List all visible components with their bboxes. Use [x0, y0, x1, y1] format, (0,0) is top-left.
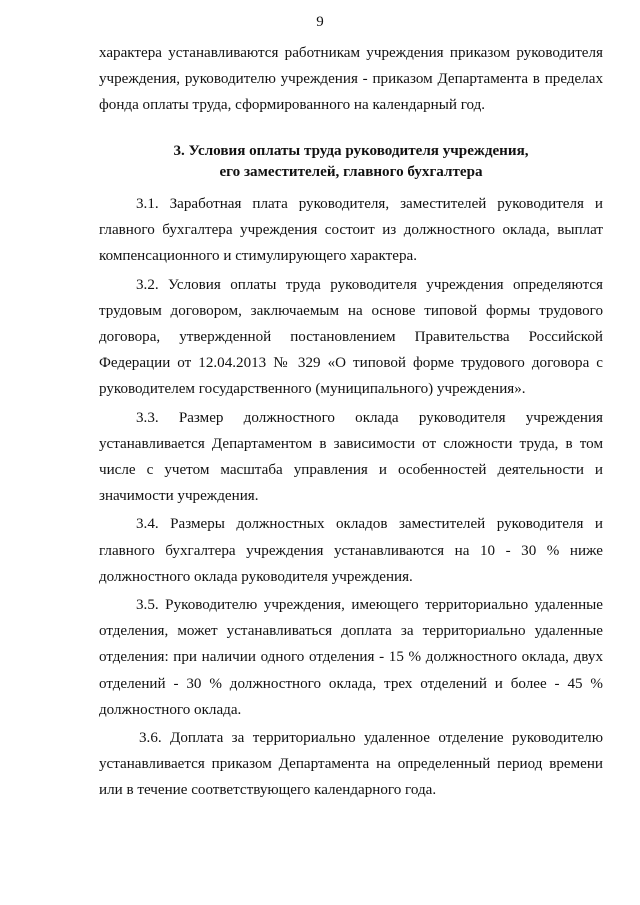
clause-3-6: 3.6. Доплата за территориально удаленное отделение руководителю устанавливается приказом Департамента на определенный период времени или в течение соответствующего календарного года.: [99, 730, 603, 799]
continuation-paragraph: характера устанавливаются работникам учреждения приказом руководителя учреждения, руководителю учреждения - приказом Департамента в пределах фонда оплаты труда, сформированного на календарный год.: [99, 45, 603, 114]
section-title-line-1: 3. Условия оплаты труда руководителя учреждения,: [173, 143, 529, 159]
clauses-list: [99, 191, 603, 804]
clause-3-4: 3.4. Размеры должностных окладов заместителей руководителя и главного бухгалтера учреждения устанавливаются на 10 - 30 % ниже должностного оклада руководителя учреждения.: [99, 516, 603, 585]
section-heading: [99, 141, 603, 183]
page-number: 9: [316, 14, 324, 30]
clause-3-1: 3.1. Заработная плата руководителя, заместителей руководителя и главного бухгалтера учреждения состоит из должностного оклада, выплат компенсационного и стимулирующего характера.: [99, 196, 603, 265]
clause-3-3: 3.3. Размер должностного оклада руководителя учреждения устанавливается Департаментом в зависимости от сложности труда, в том числе с учетом масштаба управления и особенностей деятельности и значимости учреждения.: [99, 409, 603, 505]
section-title-line-2: его заместителей, главного бухгалтера: [219, 164, 483, 180]
clause-3-2: 3.2. Условия оплаты труда руководителя учреждения определяются трудовым договором, заключаемым на основе типовой формы трудового договора, утвержденной постановлением Правительства Российской Федерации от 12.04.2013 № 329 «О типовой форме трудового договора с руководителем государственного (муниципального) учреждения».: [99, 276, 603, 398]
clause-3-5: 3.5. Руководителю учреждения, имеющего территориально удаленные отделения, может устанавливаться доплата за территориально удаленные отделения: при наличии одного отделения - 15 % должностного оклада, двух отделений - 30 % должностного оклада, трех отделений и более - 45 % должностного оклада.: [99, 597, 603, 718]
